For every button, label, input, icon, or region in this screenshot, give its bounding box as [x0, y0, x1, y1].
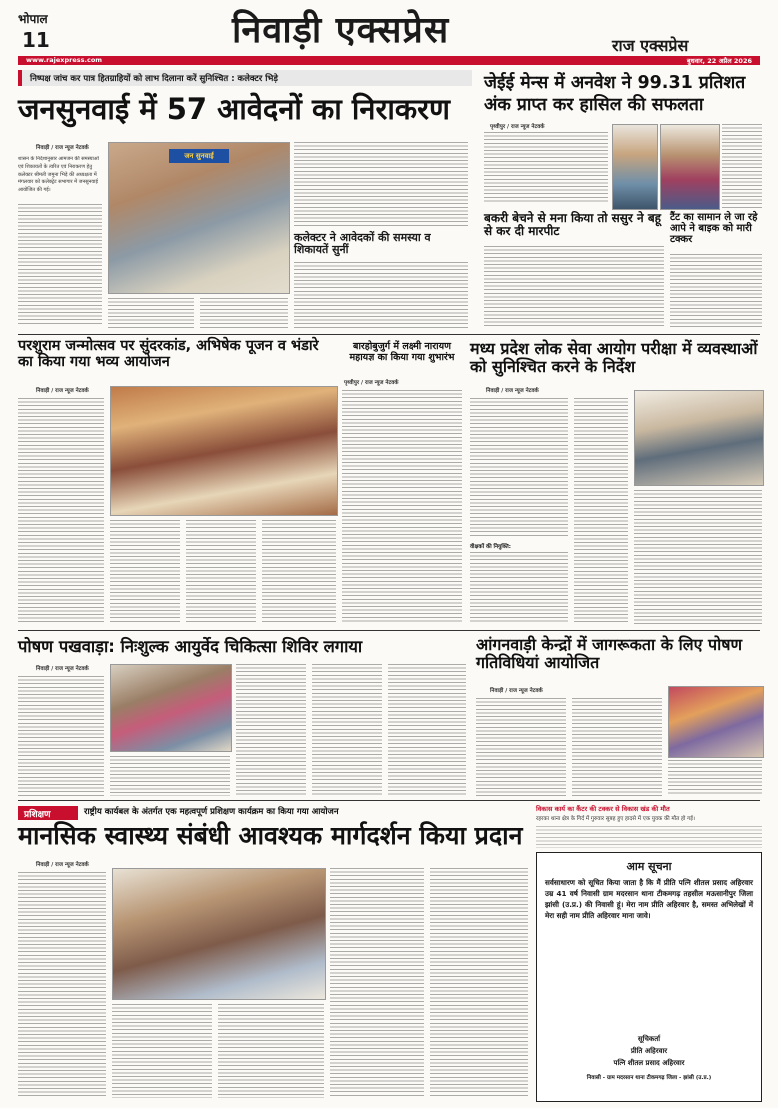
story7-photo [634, 390, 764, 486]
story7-text-col2 [574, 398, 628, 624]
story1-lead: शासन के निर्देशानुसार आमजन की समस्याओं एवं शिकायतों के त्वरित एवं निराकरण हेतु कलेक्टर श्रीमती जमुना भिड़े की अध्यक्षता में मंगलवार को कलेक्ट्रेट सभागार में जनसुनवाई आयोजित की गई। [18, 156, 99, 193]
story5-text-col4 [262, 520, 336, 624]
story10-text-col1 [18, 872, 106, 1098]
story8-byline: निवाड़ी / राज न्यूज नेटवर्क [36, 666, 89, 672]
story9-text-col2 [572, 698, 662, 796]
divider-row1 [18, 334, 760, 335]
story5-text-col3 [186, 520, 256, 624]
divider-row3 [18, 800, 760, 801]
story8-text-col5 [388, 664, 466, 796]
story9-text-col3 [668, 760, 762, 796]
story5-photo [110, 386, 338, 516]
story2-headline-line2: अंक प्राप्त कर हासिल की सफलता [484, 95, 704, 115]
story1-text-col3 [200, 298, 288, 328]
story1-photo [108, 142, 290, 294]
story3-headline: बकरी बेचने से मना किया तो ससुर ने बहू से कर दी मारपीट [484, 211, 662, 239]
masthead-brand: राज एक्सप्रेस [612, 36, 689, 55]
notice-title: आम सूचना [626, 860, 672, 873]
story8-text-col1 [18, 676, 104, 796]
story10-text-col5 [430, 868, 528, 1098]
notice-sign2: प्रीति अहिरवार [630, 1047, 668, 1055]
website-link[interactable]: www.rajexpress.com [26, 56, 103, 64]
story4-headline: टैंट का सामान ले जा रहे आपे ने बाइक को मारी टक्कर [670, 212, 758, 246]
story10-photo [112, 868, 326, 1000]
story7-text-col1 [470, 398, 568, 538]
story10-text-col3 [218, 1004, 324, 1098]
story5-headline: परशुराम जन्मोत्सव पर सुंदरकांड, अभिषेक पूजन व भंडारे का किया गया भव्य आयोजन [18, 338, 319, 371]
story10-section-label: प्रशिक्षण [24, 810, 51, 820]
jansunwai-banner-text: जन सुनवाई [184, 152, 214, 160]
top-strap [18, 70, 472, 86]
story6-headline: बारहोबुजुर्ग में लक्ष्मी नारायण महायज्ञ का किया गया शुभारंभ [349, 341, 455, 363]
brief-text [536, 826, 762, 848]
notice-box [536, 852, 762, 1102]
page-number: 11 [22, 28, 50, 52]
masthead-bar [18, 56, 760, 65]
story3-text [484, 246, 664, 328]
story7-sub: वीक्षकों की नियुक्ति: [470, 544, 511, 550]
notice-sign4: निवासी - ग्राम मदरसान थाना टीकमगढ़ जिला - झांसी (उ.प्र.) [586, 1075, 712, 1081]
story5-text-col2 [110, 520, 180, 624]
story6-byline: पृथ्वीपुर / राज न्यूज नेटवर्क [344, 380, 399, 386]
story8-headline: पोषण पखवाड़ा: निःशुल्क आयुर्वेद चिकित्सा शिविर लगाया [18, 637, 363, 656]
story1-side-text [294, 262, 468, 328]
story7-headline: मध्य प्रदेश लोक सेवा आयोग परीक्षा में व्यवस्थाओं को सुनिश्चित करने के निर्देश [470, 339, 758, 376]
story2-text [484, 132, 608, 202]
top-strap-text: निष्पक्ष जांच कर पात्र हितग्राहियों को लाभ दिलाना करें सुनिश्चित : कलेक्टर भिड़े [30, 74, 278, 84]
story7-byline: निवाड़ी / राज न्यूज नेटवर्क [486, 388, 539, 394]
jansunwai-banner [169, 149, 229, 163]
story2-headline-line1: जेईई मेन्स में अनवेश ने 99.31 प्रतिशत [484, 73, 746, 93]
masthead-title: निवाड़ी एक्सप्रेस [232, 10, 450, 51]
story10-section-tag [18, 806, 78, 820]
story2-byline: पृथ्वीपुर / राज न्यूज नेटवर्क [490, 124, 545, 130]
notice-sign3: पत्नि शीतल प्रसाद अहिरवार [613, 1059, 685, 1067]
story1-text-col2 [108, 298, 194, 328]
story8-text-col4 [312, 664, 382, 796]
story10-headline: मानसिक स्वास्थ्य संबंधी आवश्यक मार्गदर्शन किया प्रदान [18, 821, 523, 850]
brief-lead: रहरका थाना क्षेत्र के गिर्द में गुरुवार सुबह हुए हादसे में एक युवक की मौत हो गई। [536, 816, 695, 822]
story9-photo [668, 686, 764, 758]
story10-kicker: राष्ट्रीय कार्यबल के अंतर्गत एक महत्वपूर्ण प्रशिक्षण कार्यक्रम का किया गया आयोजन [84, 807, 339, 817]
story1-text-col1 [18, 204, 102, 326]
story7-text-col3 [634, 490, 762, 624]
story2-text-right [722, 124, 762, 208]
story1-side-headline: कलेक्टर ने आवेदकों की समस्या व शिकायतें सुनीं [294, 231, 431, 257]
story9-headline: आंगनवाड़ी केन्द्रों में जागरूकता के लिए पोषण गतिविधियां आयोजित [476, 635, 743, 672]
story5-byline: निवाड़ी / राज न्यूज नेटवर्क [36, 388, 89, 394]
story9-text-col1 [476, 698, 566, 796]
story10-text-col2 [112, 1004, 212, 1098]
masthead [0, 0, 778, 66]
story6-text [342, 390, 462, 624]
story8-text-col2 [110, 756, 230, 796]
story1-text-col4 [294, 142, 468, 226]
notice-body: सर्वसाधारण को सूचित किया जाता है कि मैं प्रीति पत्नि शीतल प्रसाद अहिरवार उम्र 41 वर्ष निवासी ग्राम मदरसान थाना टीकमगढ़ तहसील मऊसानीपुर जिला झांसी (उ.प्र.) की निवासी हूं। मेरा नाम प्रीति अहिरवार है, समस्त अभिलेखों में मेरा सही नाम प्रीति अहिरवार माना जावे। [545, 878, 753, 921]
story9-byline: निवाड़ी / राज न्यूज नेटवर्क [490, 688, 543, 694]
story10-byline: निवाड़ी / राज न्यूज नेटवर्क [36, 862, 89, 868]
brief-headline: विकास कार्य का कैंटर की टक्कर से विकास खंड की मौत [536, 805, 670, 813]
notice-sign1: सूचिकर्ता [637, 1035, 661, 1043]
story4-text [670, 254, 762, 328]
story10-text-col4 [330, 868, 424, 1098]
divider-row2 [18, 630, 760, 631]
masthead-date: बुधवार, 22 अप्रैल 2026 [686, 57, 752, 65]
story8-photo [110, 664, 232, 752]
story5-text-col1 [18, 398, 104, 624]
story1-headline: जनसुनवाई में 57 आवेदनों का निराकरण [18, 92, 450, 126]
masthead-city: भोपाल [18, 12, 48, 26]
story2-photo-family [660, 124, 720, 210]
story8-text-col3 [236, 664, 306, 796]
story7-text-col1b [470, 552, 568, 624]
story1-byline: निवाड़ी / राज न्यूज नेटवर्क [36, 145, 89, 151]
story2-photo-student [612, 124, 658, 210]
